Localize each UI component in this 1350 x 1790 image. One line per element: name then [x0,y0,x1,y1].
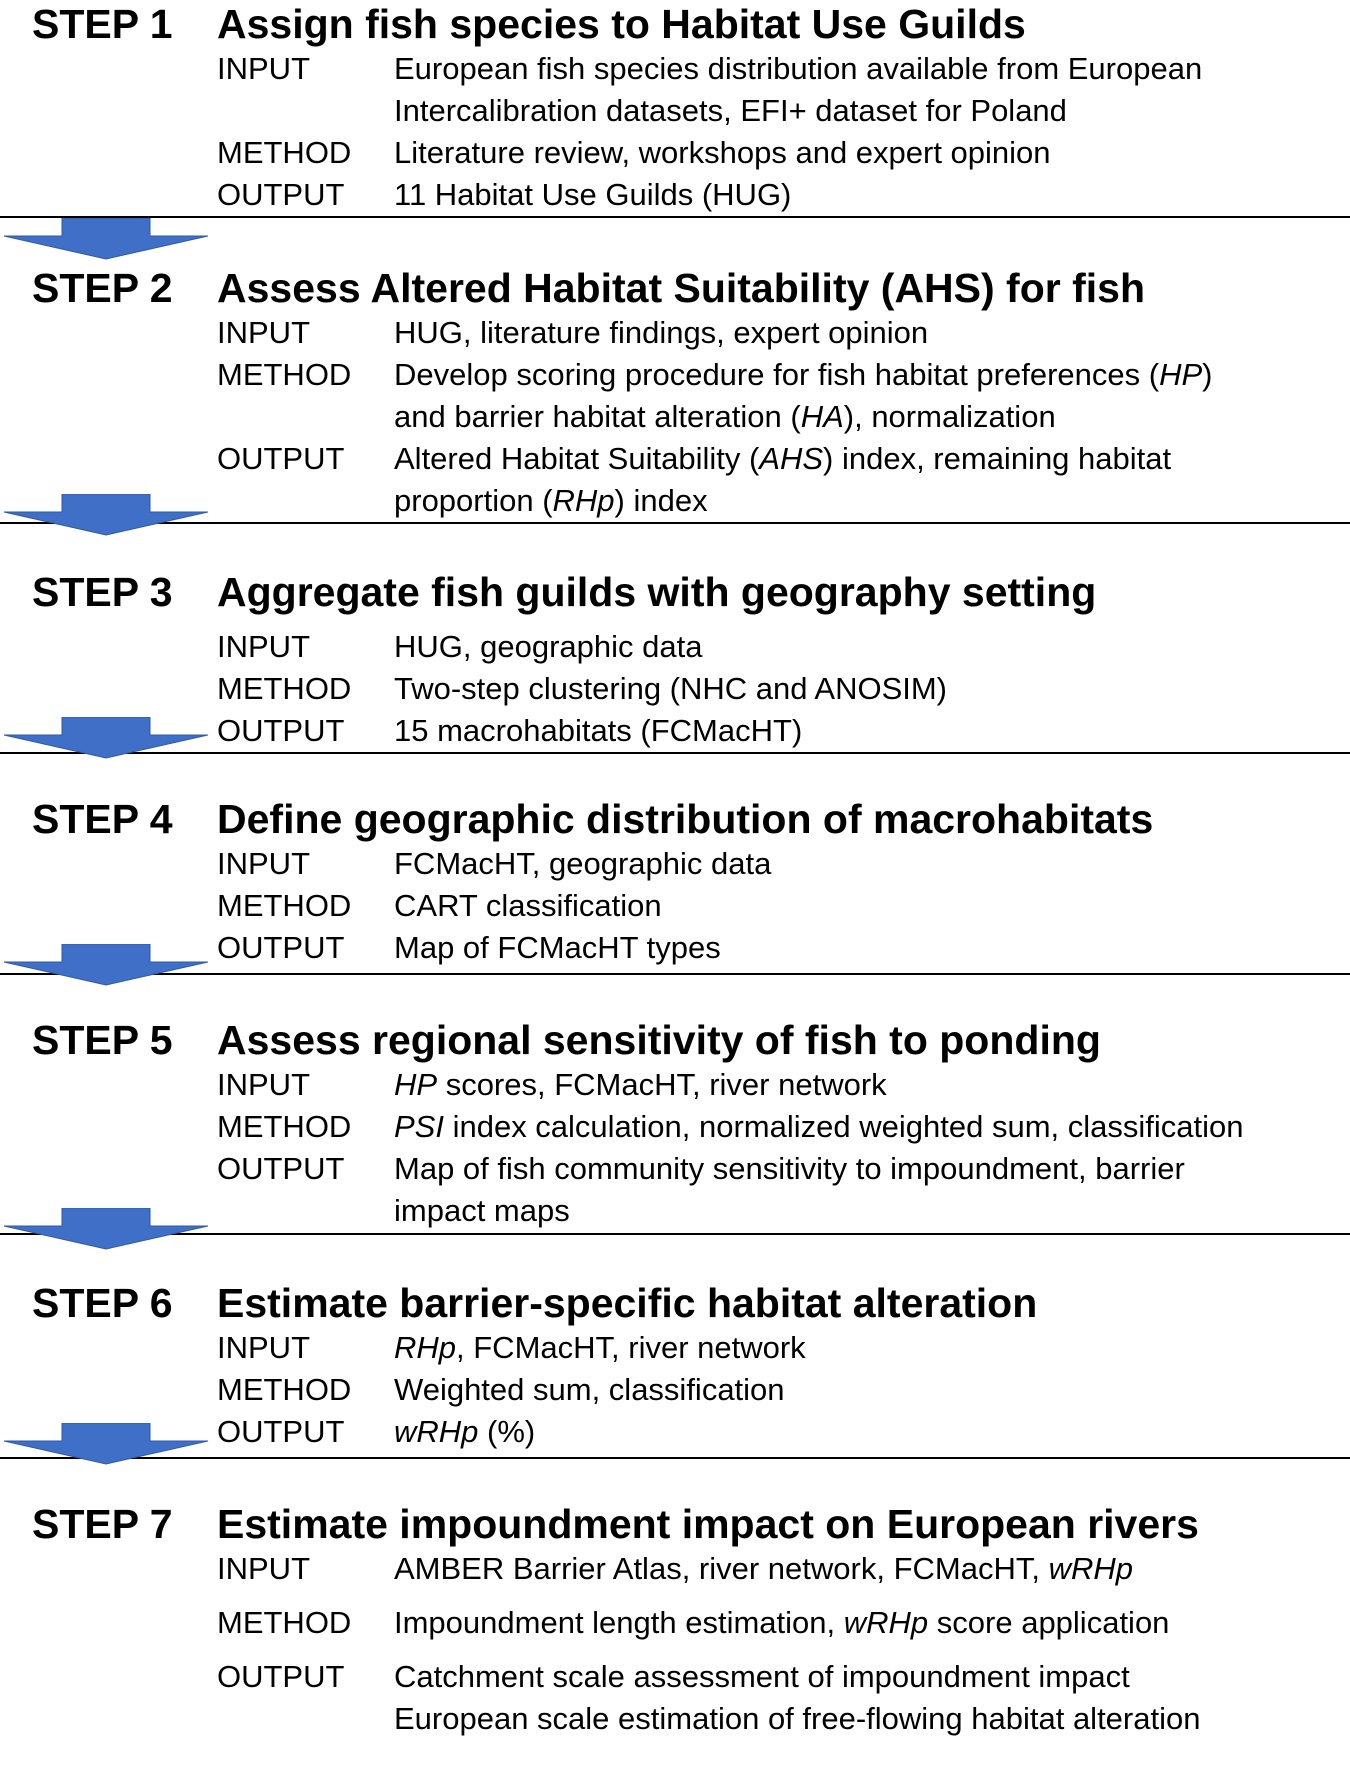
row-value-line: European fish species distribution available from European [394,51,1203,86]
step-2-title: Assess Altered Habitat Suitability (AHS) for fish [217,265,1145,311]
row-value-line: CART classification [394,888,662,923]
row-value [394,927,1344,969]
step-6-title: Estimate barrier-specific habitat alteration [217,1280,1038,1326]
row-key: OUTPUT [217,1151,345,1186]
row-key: METHOD [217,888,352,923]
step-4-title: Define geographic distribution of macrohabitats [217,796,1154,842]
row-value-line: Intercalibration datasets, EFI+ dataset for Poland [394,93,1067,128]
row-value [394,1656,1344,1740]
step-5-label: STEP 5 [32,1017,173,1063]
row-value-line: Map of FCMacHT types [394,930,721,965]
step-1-label: STEP 1 [32,1,173,47]
row-key: INPUT [217,1067,310,1102]
row-value [394,710,1344,752]
row-key: METHOD [217,1605,352,1640]
row-value [394,174,1344,216]
row-value-line: 15 macrohabitats (FCMacHT) [394,713,803,748]
down-arrow-icon [0,1423,210,1465]
row-key: INPUT [217,315,310,350]
row-value-line: RHp, FCMacHT, river network [394,1330,806,1365]
row-value [394,1602,1344,1644]
row-value-line: wRHp (%) [394,1414,536,1449]
row-key: OUTPUT [217,1659,345,1694]
down-arrow-icon [0,944,210,986]
row-value-line: Literature review, workshops and expert opinion [394,135,1051,170]
row-value [394,1327,1344,1369]
row-value-line: 11 Habitat Use Guilds (HUG) [394,177,792,212]
step-4-label: STEP 4 [32,796,173,842]
down-arrow-icon [0,494,210,536]
row-value [394,885,1344,927]
row-value-line: Weighted sum, classification [394,1372,785,1407]
step-5-title: Assess regional sensitivity of fish to ponding [217,1017,1101,1063]
row-key: OUTPUT [217,713,345,748]
row-value [394,843,1344,885]
row-key: INPUT [217,846,310,881]
step-6-label: STEP 6 [32,1280,173,1326]
row-value [394,668,1344,710]
row-value [394,1411,1344,1453]
row-value [394,1548,1344,1590]
step-2-label: STEP 2 [32,265,173,311]
row-value [394,1106,1344,1148]
row-value-line: HUG, literature findings, expert opinion [394,315,929,350]
row-value-line: FCMacHT, geographic data [394,846,772,881]
row-key: METHOD [217,1372,352,1407]
step-1-title: Assign fish species to Habitat Use Guilds [217,1,1026,47]
row-value [394,438,1344,522]
row-key: METHOD [217,357,352,392]
row-value-line: AMBER Barrier Atlas, river network, FCMacHT, wRHp [394,1551,1133,1586]
row-key: OUTPUT [217,177,345,212]
row-key: METHOD [217,1109,352,1144]
row-value-line: proportion (RHp) index [394,483,708,518]
row-value [394,1148,1344,1232]
row-value [394,132,1344,174]
row-value-line: Develop scoring procedure for fish habitat preferences (HP) [394,357,1213,392]
step-7-title: Estimate impoundment impact on European rivers [217,1501,1199,1547]
row-key: METHOD [217,135,352,170]
row-value-line: HP scores, FCMacHT, river network [394,1067,887,1102]
row-key: INPUT [217,1330,310,1365]
row-key: OUTPUT [217,1414,345,1449]
down-arrow-icon [0,1208,210,1250]
row-value-line: PSI index calculation, normalized weighted sum, classification [394,1109,1244,1144]
row-value [394,48,1344,132]
step-3-label: STEP 3 [32,569,173,615]
row-value [394,626,1344,668]
row-key: INPUT [217,629,310,664]
down-arrow-icon [0,218,210,260]
row-key: OUTPUT [217,930,345,965]
step-3-title: Aggregate fish guilds with geography setting [217,569,1097,615]
row-value-line: and barrier habitat alteration (HA), normalization [394,399,1056,434]
row-value-line: Catchment scale assessment of impoundment impact [394,1659,1130,1694]
row-value-line: Impoundment length estimation, wRHp score application [394,1605,1170,1640]
row-key: INPUT [217,51,310,86]
row-value [394,1064,1344,1106]
row-value [394,1369,1344,1411]
row-key: METHOD [217,671,352,706]
row-key: INPUT [217,1551,310,1586]
row-value [394,354,1344,438]
step-7-label: STEP 7 [32,1501,173,1547]
row-value-line: Two-step clustering (NHC and ANOSIM) [394,671,948,706]
down-arrow-icon [0,717,210,759]
row-value [394,312,1344,354]
row-key: OUTPUT [217,441,345,476]
row-value-line: impact maps [394,1193,570,1228]
row-value-line: HUG, geographic data [394,629,703,664]
row-value-line: Altered Habitat Suitability (AHS) index, remaining habitat [394,441,1172,476]
row-value-line: Map of fish community sensitivity to impoundment, barrier [394,1151,1185,1186]
row-value-line: European scale estimation of free-flowing habitat alteration [394,1701,1201,1736]
